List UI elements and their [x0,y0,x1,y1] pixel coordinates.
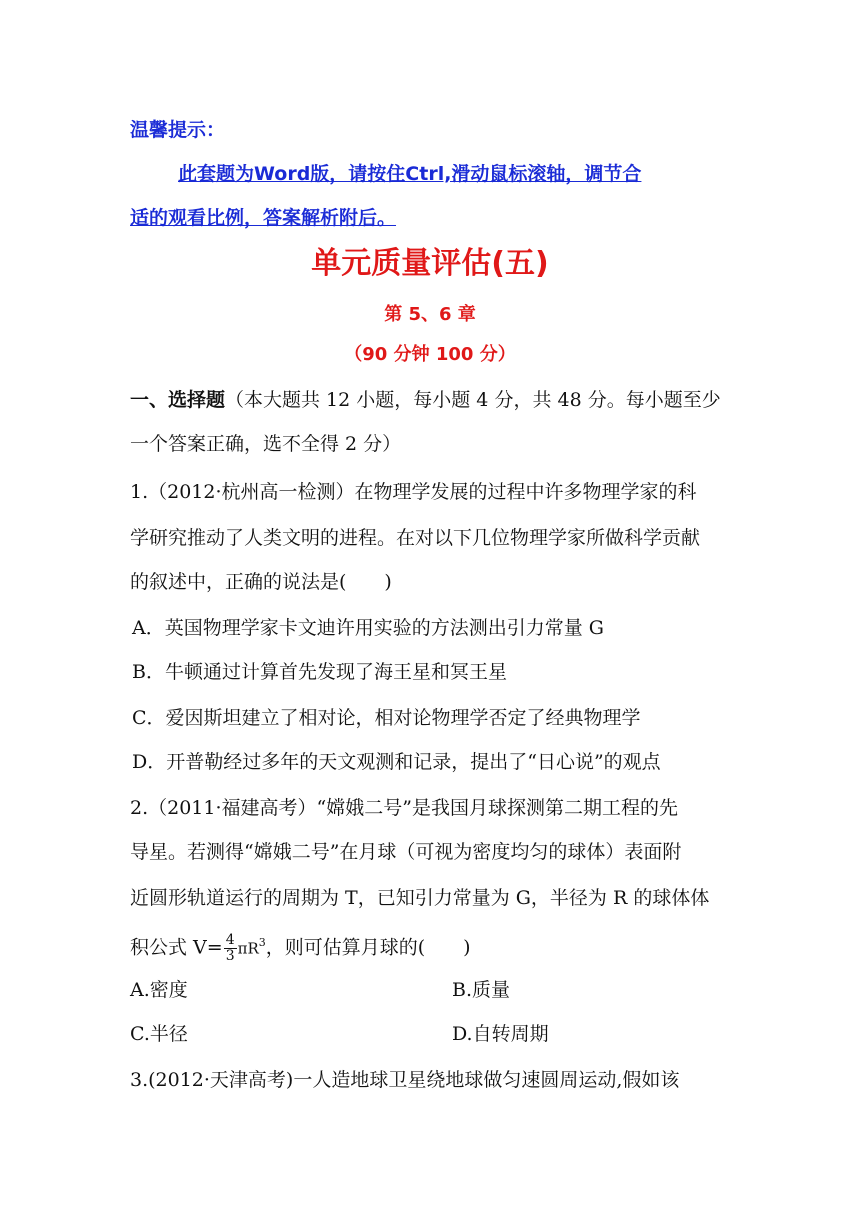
q1-option-b: B．牛顿通过计算首先发现了海王星和冥王星 [132,661,507,683]
q1-line-3: 的叙述中，正确的说法是( ) [130,571,392,593]
section-description-2: 一个答案正确，选不全得 2 分） [130,433,402,455]
q1-option-c: C．爱因斯坦建立了相对论，相对论物理学否定了经典物理学 [132,707,641,729]
fraction-denominator: 3 [225,947,235,964]
q1-line-1: 1.（2012·杭州高一检测）在物理学发展的过程中许多物理学家的科 [130,481,697,503]
time-score-label: （90 分钟 100 分） [344,344,516,365]
q1-option-a: A．英国物理学家卡文迪许用实验的方法测出引力常量 G [132,617,604,639]
q2-formula-suffix: ，则可估算月球的( ) [265,936,471,959]
fraction-numerator: 4 [225,931,235,948]
tip-line-2: 适的观看比例，答案解析附后。 [130,207,397,229]
q2-option-c: C.半径 [130,1023,188,1045]
tip-line-1: 此套题为Word版，请按住Ctrl,滑动鼠标滚轴，调节合 [178,163,642,185]
q2-line-2: 导星。若测得“嫦娥二号”在月球（可视为密度均匀的球体）表面附 [130,841,682,863]
formula-fraction [224,933,237,964]
chapter-label: 第 5、6 章 [384,304,476,325]
section-heading-line [130,386,721,414]
section-heading: 一、选择题 [130,389,226,411]
tip-title: 温馨提示： [130,119,226,141]
q2-line-1: 2.（2011·福建高考）“嫦娥二号”是我国月球探测第二期工程的先 [130,797,678,819]
q2-formula-prefix: 积公式 V= [130,936,223,959]
formula-tail: πR [237,939,259,958]
q3-line-1: 3.(2012·天津高考)一人造地球卫星绕地球做匀速圆周运动,假如该 [130,1069,680,1091]
formula-exponent: 3 [258,936,266,949]
q2-line-4 [130,926,471,965]
section-description: （本大题共 12 小题，每小题 4 分，共 48 分。每小题至少 [225,389,721,411]
q2-option-a: A.密度 [130,979,188,1001]
q1-option-d: D．开普勒经过多年的天文观测和记录，提出了“日心说”的观点 [132,751,661,773]
page-title: 单元质量评估(五) [311,246,549,281]
q2-option-d: D.自转周期 [452,1023,549,1045]
q1-line-2: 学研究推动了人类文明的进程。在对以下几位物理学家所做科学贡献 [130,527,701,549]
q2-option-b: B.质量 [452,979,511,1001]
q2-line-3: 近圆形轨道运行的周期为 T，已知引力常量为 G，半径为 R 的球体体 [130,887,710,909]
